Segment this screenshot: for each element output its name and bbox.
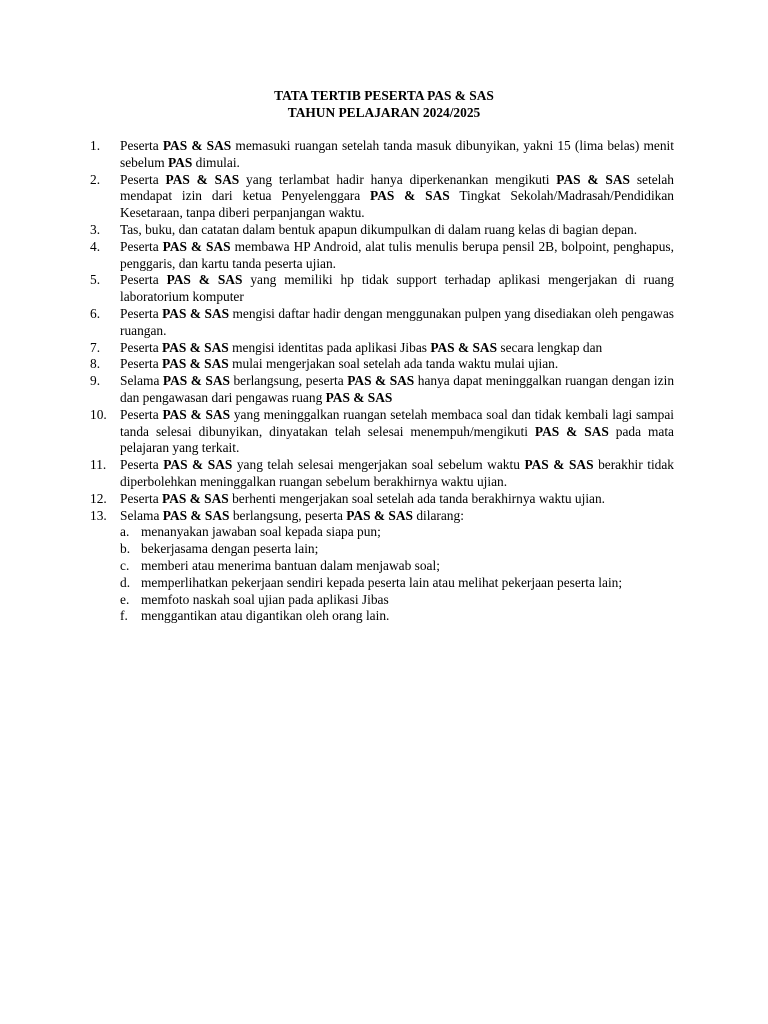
rule-text-segment: yang terlambat hadir hanya diperkenankan mengikuti [239, 171, 557, 187]
document-subtitle: TAHUN PELAJARAN 2024/2025 [287, 105, 481, 120]
rule-text-segment: Tas, buku, dan catatan dalam bentuk apapun dikumpulkan di dalam ruang kelas di bagian depan. [120, 221, 638, 237]
rule-text-segment: dilarang: [412, 507, 464, 523]
rule-item [90, 457, 674, 491]
rule-number: 12. [90, 490, 107, 506]
rule-number: 4. [90, 238, 101, 254]
rule-number: 9. [90, 373, 101, 389]
rule-text [120, 356, 674, 373]
rule-emphasis: PAS [167, 154, 193, 170]
rule-text-segment: Peserta [120, 305, 163, 321]
rules-list [90, 138, 674, 625]
rule-text-segment: yang meninggalkan ruangan setelah membaca soal dan tidak kembali lagi sampai tanda selesai dibunyikan, dinyatakan telah selesai menempuh/mengikuti [120, 406, 674, 439]
rule-text [120, 306, 674, 340]
rule-text [120, 222, 674, 239]
subitem-label: a. [120, 524, 130, 540]
rule-item [90, 407, 674, 457]
rule-text-segment: berhenti mengerjakan soal setelah ada tanda berakhirnya waktu ujian. [228, 490, 606, 506]
rule-text-segment: berlangsung, peserta [229, 507, 347, 523]
rule-emphasis: PAS & SAS [166, 272, 243, 288]
subitem-text: memberi atau menerima bantuan dalam menjawab soal; [141, 557, 440, 573]
rule-subitem [120, 592, 674, 609]
document-title: TATA TERTIB PESERTA PAS & SAS [274, 88, 494, 103]
rule-text-segment: Peserta [120, 490, 163, 506]
rule-number: 10. [90, 406, 107, 422]
rule-emphasis: PAS & SAS [430, 339, 498, 355]
rule-subitem [120, 541, 674, 558]
rule-emphasis: PAS & SAS [162, 305, 230, 321]
rule-number: 2. [90, 171, 101, 187]
rule-emphasis: PAS & SAS [162, 373, 230, 389]
rule-text-segment: Peserta [120, 138, 163, 153]
rule-emphasis: PAS & SAS [162, 238, 231, 254]
rule-number: 13. [90, 507, 107, 523]
rule-text-segment: dimulai. [192, 154, 240, 170]
rule-text [120, 272, 674, 306]
rule-number: 1. [90, 138, 101, 153]
rule-text-segment: Peserta [120, 457, 164, 473]
rule-text-segment: Peserta [120, 171, 166, 187]
rule-item [90, 172, 674, 222]
rule-text [120, 138, 674, 172]
rule-number: 7. [90, 339, 101, 355]
rule-emphasis: PAS & SAS [162, 339, 229, 355]
rule-text-segment: mengisi identitas pada aplikasi Jibas [228, 339, 431, 355]
rule-item [90, 356, 674, 373]
rule-text [120, 407, 674, 457]
rule-text-segment: yang memiliki hp tidak support terhadap aplikasi mengerjakan di ruang laboratorium komputer [120, 272, 674, 305]
rule-number: 8. [90, 356, 101, 372]
rule-text [120, 172, 674, 222]
rule-subitem [120, 608, 674, 625]
rule-text-segment: membawa HP Android, alat tulis menulis berupa pensil 2B, bolpoint, penghapus, penggaris, dan kartu tanda peserta ujian. [120, 238, 674, 271]
rule-subitem [120, 558, 674, 575]
rule-emphasis: PAS & SAS [165, 171, 240, 187]
rule-number: 3. [90, 221, 101, 237]
rule-number: 11. [90, 457, 107, 473]
rule-text [120, 491, 674, 508]
subitem-label: f. [120, 608, 128, 624]
rule-item [90, 222, 674, 239]
rule-item [90, 491, 674, 508]
rule-number: 5. [90, 272, 101, 288]
rule-text-segment: berlangsung, peserta [229, 373, 348, 389]
rule-emphasis: PAS & SAS [162, 490, 229, 506]
subitem-label: c. [120, 557, 130, 573]
rule-emphasis: PAS & SAS [162, 406, 231, 422]
rule-text [120, 457, 674, 491]
subitem-text: memfoto naskah soal ujian pada aplikasi Jibas [141, 591, 389, 607]
rule-text-segment: secara lengkap dan [497, 339, 603, 355]
rule-emphasis: PAS & SAS [162, 356, 229, 372]
rule-emphasis: PAS & SAS [163, 457, 233, 473]
rule-emphasis: PAS & SAS [325, 389, 393, 405]
rule-emphasis: PAS & SAS [524, 457, 594, 473]
rule-emphasis: PAS & SAS [162, 507, 230, 523]
rule-subitem [120, 575, 674, 592]
rule-text-segment: Tingkat Sekolah/Madrasah/Pendidikan Kesetaraan, tanpa diberi perpanjangan waktu. [120, 188, 674, 221]
rule-text-segment: Peserta [120, 272, 167, 288]
subitem-label: d. [120, 574, 131, 590]
rule-text-segment: Peserta [120, 356, 163, 372]
rule-text-segment: mengisi daftar hadir dengan menggunakan pulpen yang disediakan oleh pengawas ruangan. [120, 305, 675, 338]
rule-item [90, 340, 674, 357]
rule-item [90, 306, 674, 340]
rule-emphasis: PAS & SAS [162, 138, 232, 153]
rule-text-segment: yang telah selesai mengerjakan soal sebelum waktu [232, 457, 525, 473]
rule-number: 6. [90, 305, 101, 321]
rule-emphasis: PAS & SAS [534, 423, 609, 439]
rule-text-segment: berakhir tidak diperbolehkan meninggalkan ruangan sebelum berakhirnya waktu ujian. [120, 457, 675, 489]
rule-emphasis: PAS & SAS [347, 373, 415, 389]
rule-emphasis: PAS & SAS [556, 171, 630, 187]
subitem-text: menggantikan atau digantikan oleh orang lain. [141, 608, 390, 624]
rule-text-segment: Peserta [120, 238, 163, 254]
subitem-text: memperlihatkan pekerjaan sendiri kepada peserta lain atau melihat pekerjaan peserta lain; [141, 574, 623, 590]
rule-text-segment: Peserta [120, 339, 163, 355]
rule-text-segment: hanya dapat meninggalkan ruangan dengan izin dan pengawasan dari pengawas ruang [120, 373, 675, 405]
rule-text-segment: memasuki ruangan setelah tanda masuk dibunyikan, yakni 15 (lima belas) menit sebelum [120, 138, 675, 170]
rule-text-segment: Selama [120, 373, 163, 389]
subitem-text: menanyakan jawaban soal kepada siapa pun; [141, 524, 381, 540]
rule-item [90, 272, 674, 306]
rule-text-segment: setelah mendapat izin dari ketua Penyelenggara [120, 171, 674, 204]
rule-item [90, 508, 674, 626]
subitem-label: e. [120, 591, 130, 607]
rule-text [120, 239, 674, 273]
rule-item [90, 373, 674, 407]
rule-item [90, 239, 674, 273]
rule-text-segment: Selama [120, 507, 163, 523]
rule-text [120, 373, 674, 407]
rule-text [120, 340, 674, 357]
rule-text-segment: Peserta [120, 406, 163, 422]
rule-text-segment: mulai mengerjakan soal setelah ada tanda waktu mulai ujian. [228, 356, 559, 372]
rule-item [90, 138, 674, 172]
rule-text [120, 508, 674, 525]
rule-text-segment: pada mata pelajaran yang terkait. [120, 423, 675, 456]
subitem-label: b. [120, 541, 131, 557]
rule-subitem [120, 524, 674, 541]
rule-emphasis: PAS & SAS [370, 188, 450, 204]
rule-emphasis: PAS & SAS [346, 507, 413, 523]
subitem-text: bekerjasama dengan peserta lain; [141, 541, 319, 557]
